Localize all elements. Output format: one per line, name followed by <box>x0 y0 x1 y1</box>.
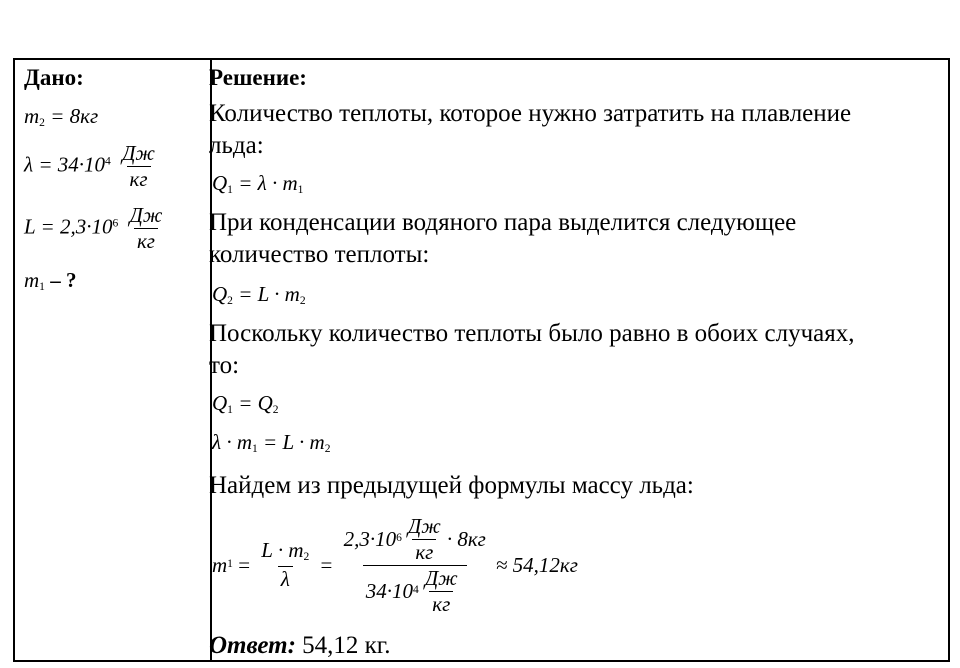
lhs-sub: 1 <box>227 558 233 571</box>
expr: λ = 34·10 <box>24 152 106 177</box>
numerator <box>258 540 312 565</box>
den-coef: 34·10 <box>365 578 414 603</box>
rhs-sub: 2 <box>299 294 306 307</box>
equals-1: = <box>232 552 256 577</box>
rhs-sub: 1 <box>297 183 304 196</box>
para-3-line-1: Поскольку количество теплоты было равно в обоих случаях, <box>209 320 855 347</box>
lhs-sub: 1 <box>227 403 233 416</box>
num-unit-fraction <box>405 513 444 564</box>
solution-title: Решение: <box>209 65 307 90</box>
given-m2 <box>24 106 98 129</box>
equation-1 <box>212 173 303 196</box>
unit-den: кг <box>412 539 436 563</box>
para-4: Найдем из предыдущей формулы массу льда: <box>209 472 694 499</box>
num-text: L · m <box>261 538 304 563</box>
rhs: = L · m <box>257 430 325 454</box>
expr: L = 2,3·10 <box>24 214 113 239</box>
num-exp: 6 <box>396 532 402 545</box>
equation-4 <box>212 432 330 455</box>
given-title: Дано: <box>24 65 84 90</box>
value: = 8кг <box>44 104 99 128</box>
para-2-line-1: При конденсации водяного пара выделится следующее <box>209 209 797 236</box>
rhs-sub: 2 <box>272 403 279 416</box>
unit-den: кг <box>134 228 158 252</box>
rhs: = λ · m <box>232 171 298 195</box>
final-formula <box>212 509 578 621</box>
lhs-sub: 1 <box>227 183 233 196</box>
equation-3 <box>212 393 279 416</box>
fraction-L-m2-over-lambda <box>258 540 312 589</box>
rhs: = Q <box>232 391 273 415</box>
unit-fraction <box>127 205 166 252</box>
equation-2 <box>212 284 306 307</box>
rhs: = L · m <box>232 282 300 306</box>
lhs: Q <box>212 391 228 415</box>
unit-den: кг <box>127 166 151 190</box>
result: ≈ 54,12кг <box>495 552 578 577</box>
big-fraction <box>341 513 489 616</box>
para-2-line-2: количество теплоты: <box>209 241 430 268</box>
lhs-sub: 1 <box>252 442 258 455</box>
unit-num: Дж <box>129 203 163 227</box>
big-denominator <box>363 565 467 615</box>
den-exp: 4 <box>413 584 419 597</box>
lhs: Q <box>212 171 228 195</box>
den-unit-fraction <box>422 565 461 616</box>
unit-num: Дж <box>424 565 458 590</box>
equals-2: = <box>315 552 338 577</box>
num-mass: · 8кг <box>446 526 486 551</box>
answer <box>209 633 391 658</box>
lhs: Q <box>212 282 228 306</box>
lhs: m <box>212 552 228 577</box>
given-lambda <box>24 143 161 190</box>
denominator: λ <box>278 566 293 590</box>
sub: 2 <box>39 116 45 129</box>
rhs-sub: 2 <box>324 442 331 455</box>
big-numerator <box>341 513 489 565</box>
para-3-line-2: то: <box>209 352 240 379</box>
exp: 4 <box>105 155 111 168</box>
unit-num: Дж <box>407 513 441 538</box>
num-sub: 2 <box>303 551 310 564</box>
unit-den: кг <box>429 591 453 615</box>
var: m <box>24 268 40 292</box>
question: – ? <box>44 268 77 292</box>
unit-num: Дж <box>122 141 155 165</box>
given-find <box>24 270 76 293</box>
num-coef: 2,3·10 <box>343 526 397 551</box>
para-1-line-2: льда: <box>209 132 264 159</box>
sub: 1 <box>39 280 45 293</box>
unit-fraction <box>119 143 158 190</box>
lhs-sub: 2 <box>227 294 233 307</box>
exp: 6 <box>112 217 119 230</box>
given-L <box>24 205 168 252</box>
answer-label: Ответ: <box>209 632 296 659</box>
lhs: λ · m <box>212 430 253 454</box>
var: m <box>24 104 40 128</box>
answer-value: 54,12 кг. <box>295 632 391 659</box>
para-1-line-1: Количество теплоты, которое нужно затратить на плавление <box>209 100 852 127</box>
